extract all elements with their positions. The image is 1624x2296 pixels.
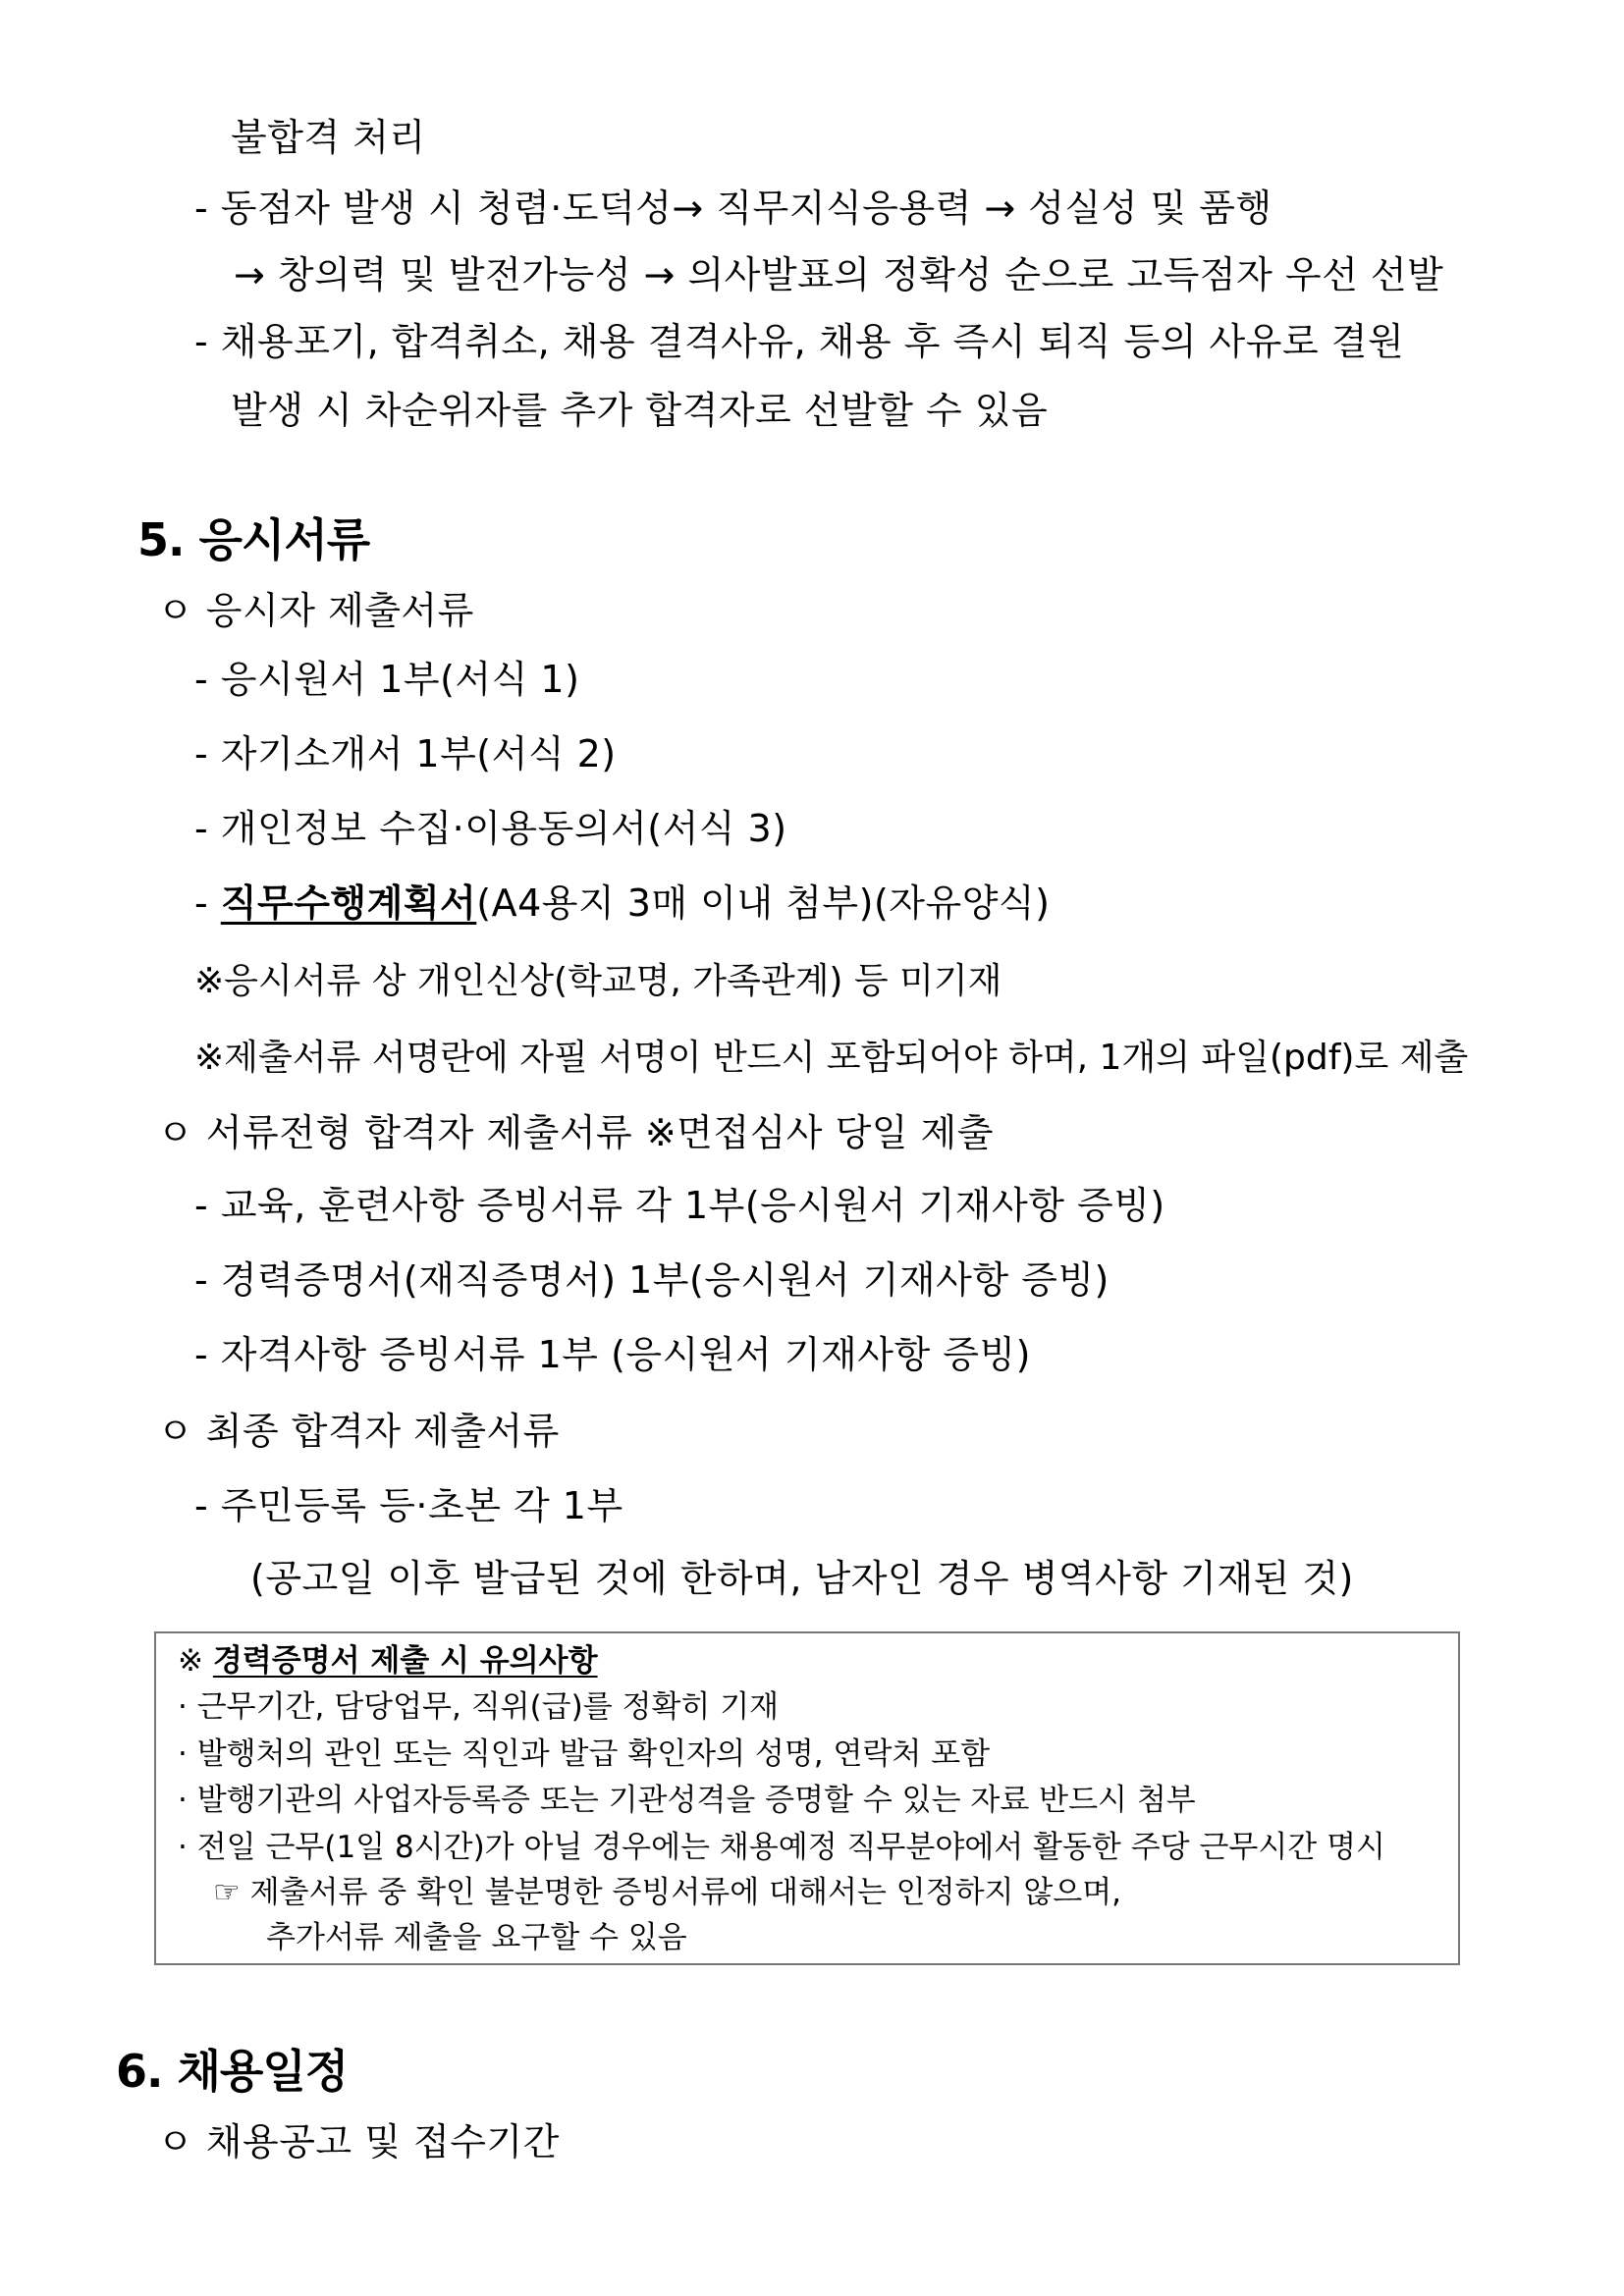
notice-line: · 발행처의 관인 또는 직인과 발급 확인자의 성명, 연락처 포함 [178, 1736, 991, 1772]
list-item: - 주민등록 등·초본 각 1부 [194, 1484, 623, 1527]
text-line: 불합격 처리 [231, 116, 426, 159]
list-item-suffix: (A4용지 3매 이내 첨부)(자유양식) [476, 881, 1051, 925]
reference-mark: ※ [178, 1643, 213, 1679]
bullet-heading: ㅇ 서류전형 합격자 제출서류 ※면접심사 당일 제출 [157, 1111, 994, 1154]
list-item: - 교육, 훈련사항 증빙서류 각 1부(응시원서 기재사항 증빙) [194, 1184, 1165, 1227]
text-line: → 창의력 및 발전가능성 → 의사발표의 정확성 순으로 고득점자 우선 선발 [234, 253, 1444, 296]
list-item-note: (공고일 이후 발급된 것에 한하며, 남자인 경우 병역사항 기재된 것) [250, 1557, 1354, 1600]
bullet-heading: ㅇ 최종 합격자 제출서류 [157, 1410, 560, 1453]
note-text: ※응시서류 상 개인신상(학교명, 가족관계) 등 미기재 [194, 961, 1002, 1001]
text-line: 발생 시 차순위자를 추가 합격자로 선발할 수 있음 [231, 389, 1049, 432]
list-item-prefix: - [194, 881, 221, 925]
notice-box [154, 1631, 1460, 1965]
list-item: - 자격사항 증빙서류 1부 (응시원서 기재사항 증빙) [194, 1333, 1031, 1376]
bullet-heading: ㅇ 채용공고 및 접수기간 [157, 2120, 560, 2163]
list-item: - 자기소개서 1부(서식 2) [194, 732, 617, 775]
list-item: - 개인정보 수집·이용동의서(서식 3) [194, 807, 787, 850]
notice-line: · 근무기간, 담당업무, 직위(급)를 정확히 기재 [178, 1689, 780, 1725]
note-text: ※제출서류 서명란에 자필 서명이 반드시 포함되어야 하며, 1개의 파일(pdf)로 제출 [194, 1038, 1469, 1078]
notice-line: · 발행기관의 사업자등록증 또는 기관성격을 증명할 수 있는 자료 반드시 첨부 [178, 1783, 1196, 1818]
notice-pointer-line: 추가서류 제출을 요구할 수 있음 [266, 1920, 687, 1955]
text-line: - 동점자 발생 시 청렴·도덕성→ 직무지식응용력 → 성실성 및 품행 [194, 187, 1272, 230]
section-heading: 6. 채용일정 [116, 2045, 349, 2098]
notice-title-text: 경력증명서 제출 시 유의사항 [212, 1643, 598, 1679]
notice-box-title [178, 1641, 598, 1681]
list-item [194, 880, 1050, 927]
section-heading: 5. 응시서류 [137, 513, 370, 566]
notice-pointer-line: ☞ 제출서류 중 확인 불분명한 증빙서류에 대해서는 인정하지 않으며, [213, 1875, 1122, 1910]
notice-line: · 전일 근무(1일 8시간)가 아닐 경우에는 채용예정 직무분야에서 활동한 주당 근무시간 명시 [178, 1830, 1385, 1865]
bullet-heading: ㅇ 응시자 제출서류 [157, 589, 474, 632]
underlined-term: 직무수행계획서 [220, 881, 477, 925]
list-item: - 경력증명서(재직증명서) 1부(응시원서 기재사항 증빙) [194, 1258, 1110, 1302]
text-line: - 채용포기, 합격취소, 채용 결격사유, 채용 후 즉시 퇴직 등의 사유로 결원 [194, 320, 1405, 363]
list-item: - 응시원서 1부(서식 1) [194, 658, 580, 701]
